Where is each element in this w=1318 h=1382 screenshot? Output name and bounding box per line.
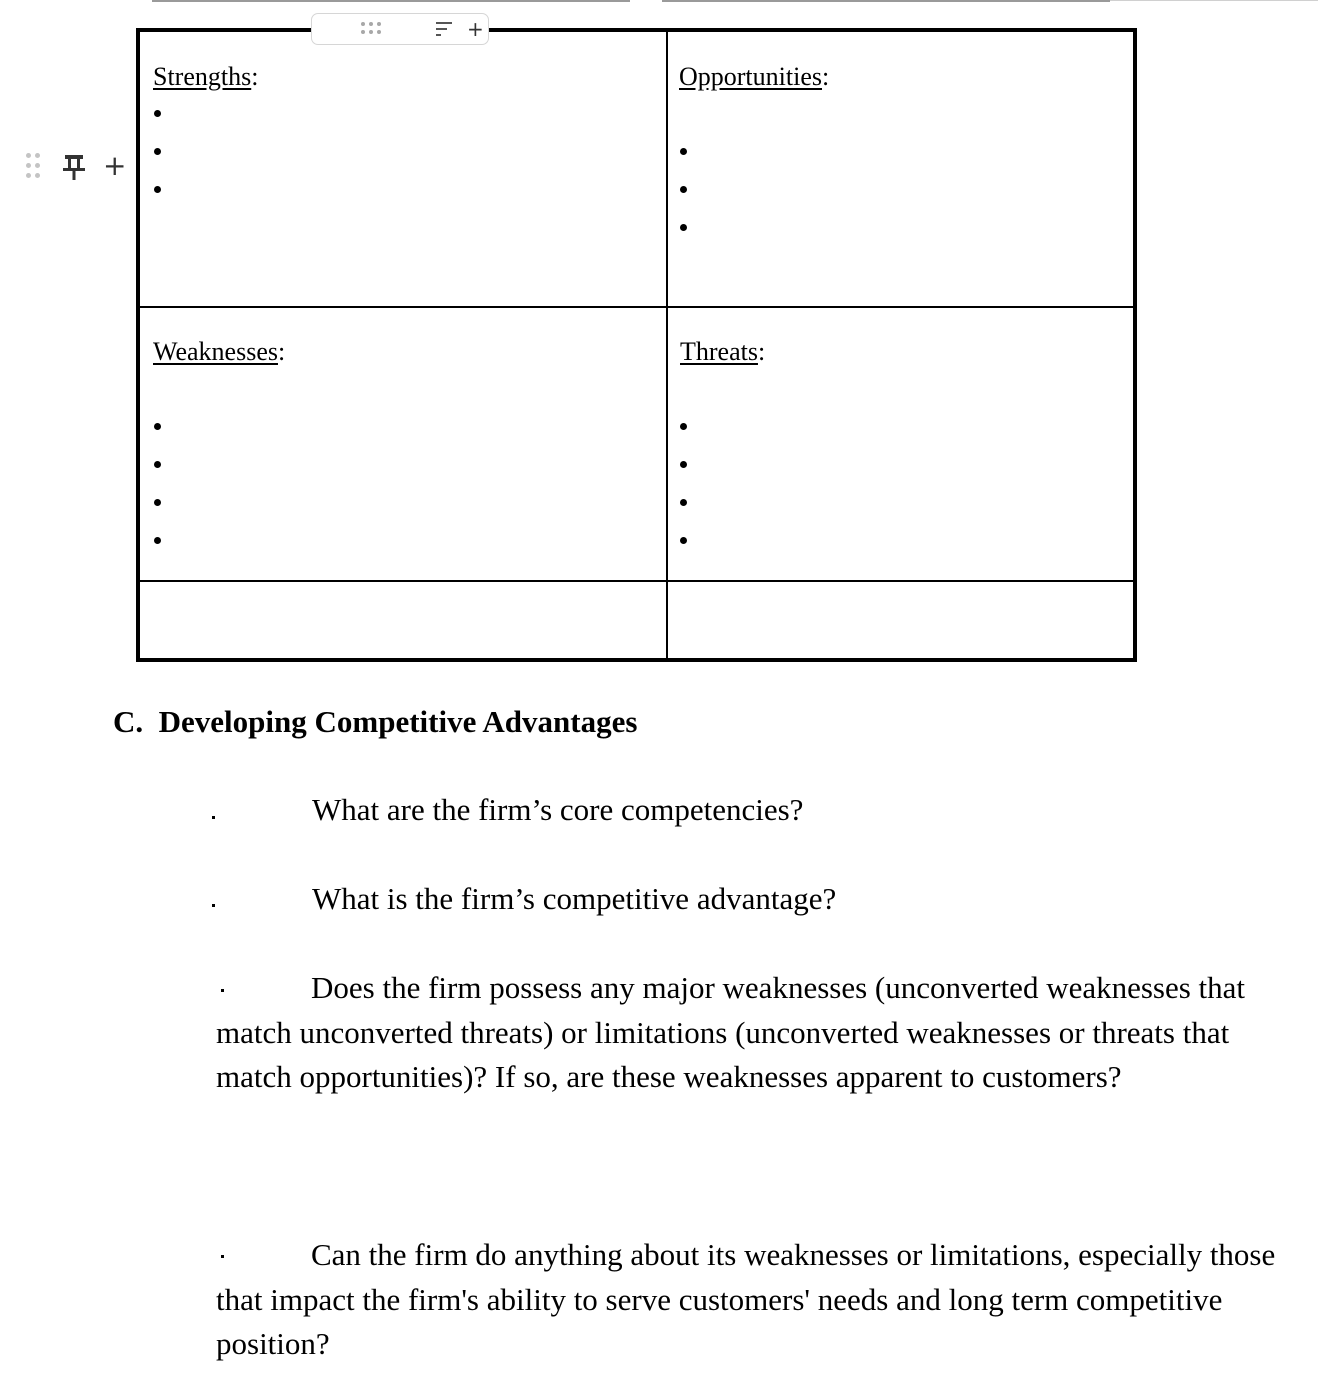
strengths-heading: Strengths: <box>153 62 259 91</box>
empty-cell-right[interactable] <box>668 582 1133 658</box>
block-add-button[interactable]: + <box>103 149 127 182</box>
threats-bullet <box>680 423 687 430</box>
question-marker <box>212 904 215 907</box>
question-marker <box>212 816 215 819</box>
question-core-competencies: What are the firm’s core competencies? <box>312 792 804 827</box>
pin-icon[interactable] <box>62 153 86 181</box>
question-address-weaknesses: Can the firm do anything about its weaknesses or limitations, especially those that impact the firm's ability to serve customers' needs and long term competitive position? <box>216 1237 1276 1361</box>
threats-bullet <box>680 499 687 506</box>
weaknesses-bullet <box>154 461 161 468</box>
opportunities-bullet <box>680 148 687 155</box>
weaknesses-bullet <box>154 537 161 544</box>
question-competitive-advantage: What is the firm’s competitive advantage? <box>312 881 837 916</box>
weaknesses-heading: Weaknesses: <box>153 337 286 366</box>
toolbar-add-button[interactable]: + <box>467 17 484 41</box>
strengths-cell[interactable] <box>140 32 666 306</box>
table-toolbar <box>311 13 489 45</box>
page-top-rule-far <box>1110 0 1318 1</box>
opportunities-heading: Opportunities: <box>679 62 830 91</box>
page-top-rule-left <box>152 0 630 2</box>
threats-cell[interactable] <box>668 308 1133 580</box>
weaknesses-cell[interactable] <box>140 308 666 580</box>
threats-heading: Threats: <box>680 337 766 366</box>
filter-lines-icon[interactable] <box>436 22 454 38</box>
question-major-weaknesses: Does the firm possess any major weaknesses (unconverted weaknesses that match unconverted threats) or limitations (unconverted weaknesses or threats that match opportunities)? If so, are these weaknesses apparent to customers? <box>216 970 1246 1094</box>
weaknesses-bullet <box>154 499 161 506</box>
strengths-bullet <box>154 186 161 193</box>
strengths-bullet <box>154 110 161 117</box>
section-heading: C. Developing Competitive Advantages <box>113 704 638 739</box>
grid-dots-icon[interactable] <box>361 22 383 36</box>
drag-handle-icon[interactable] <box>26 153 44 181</box>
opportunities-bullet <box>680 224 687 231</box>
threats-bullet <box>680 537 687 544</box>
empty-cell-left[interactable] <box>140 582 666 658</box>
opportunities-bullet <box>680 186 687 193</box>
weaknesses-bullet <box>154 423 161 430</box>
strengths-bullet <box>154 148 161 155</box>
swot-table <box>136 28 1137 662</box>
page-top-rule-right <box>662 0 1110 2</box>
opportunities-cell[interactable] <box>668 32 1133 306</box>
threats-bullet <box>680 461 687 468</box>
